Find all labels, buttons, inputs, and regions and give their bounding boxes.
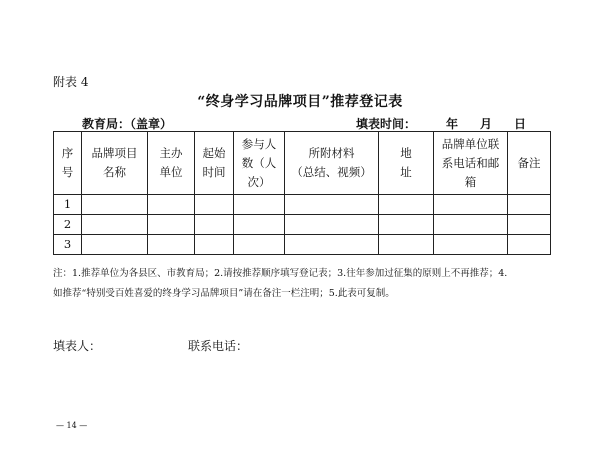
row-number-cell: 1 [54,195,82,215]
education-bureau-label: 教育局：（盖章） [82,117,173,131]
column-header [234,132,285,195]
column-header-line: 名称 [103,165,126,179]
table-cell[interactable] [82,235,148,255]
column-header [379,132,434,195]
column-header [285,132,379,195]
column-header-line: （总结、视频） [291,165,372,179]
page-number: — 14 — [56,421,88,430]
fill-date-month: 月 [480,117,493,131]
table-cell[interactable] [234,215,285,235]
fill-date-day: 日 [514,117,527,131]
column-header-line: 起始 [202,146,226,160]
column-header [54,132,82,195]
registration-table [53,131,551,255]
table-cell[interactable] [379,195,434,215]
table-cell[interactable] [379,215,434,235]
table-row [54,195,551,215]
column-header-line: 址 [400,165,412,179]
column-header [148,132,195,195]
filler-label: 填表人： [53,339,102,353]
table-cell[interactable] [195,235,234,255]
table-cell[interactable] [285,215,379,235]
row-number-cell: 3 [54,235,82,255]
table-cell[interactable] [234,195,285,215]
column-header-line: 系电话和邮 [441,155,500,170]
table-cell[interactable] [508,235,551,255]
table-cell[interactable] [379,235,434,255]
column-header-line: 号 [61,165,74,179]
table-cell[interactable] [434,235,508,255]
table-cell[interactable] [285,235,379,255]
table-cell[interactable] [508,195,551,215]
table-cell[interactable] [234,235,285,255]
table-row [54,235,551,255]
column-header-line: 备注 [517,155,541,170]
table-cell[interactable] [195,215,234,235]
column-header-line: 地 [400,146,412,160]
column-header [82,132,148,195]
column-header-line: 箱 [464,174,477,189]
column-header-line: 品牌项目 [91,146,138,160]
phone-label: 联系电话： [188,339,249,353]
table-cell[interactable] [434,195,508,215]
column-header [434,132,508,195]
form-title: “终身学习品牌项目”推荐登记表 [197,94,403,110]
table-header-row [54,132,551,195]
table-cell[interactable] [195,195,234,215]
fill-date-year: 年 [446,117,459,131]
column-header-line: 次） [247,174,271,189]
table-cell[interactable] [82,215,148,235]
table-notes [53,264,553,304]
fill-date [356,115,526,132]
column-header [195,132,234,195]
column-header-line: 品牌单位联 [441,136,500,151]
column-header-line: 参与人 [241,136,277,151]
table-row [54,215,551,235]
note-line: 注：1.推荐单位为各县区、市教育局；2.请按推荐顺序填写登记表；3.往年参加过征集的原则上不再推荐；4. [53,268,508,279]
column-header-line: 所附材料 [308,146,355,160]
column-header [508,132,551,195]
row-number-cell: 2 [54,215,82,235]
fill-date-label: 填表时间： [356,117,417,131]
table-cell[interactable] [148,195,195,215]
column-header-line: 主办 [159,146,183,160]
table-cell[interactable] [82,195,148,215]
column-header-line: 时间 [202,165,226,179]
table-cell[interactable] [285,195,379,215]
table-cell[interactable] [148,235,195,255]
column-header-line: 数（人 [241,155,277,170]
column-header-line: 单位 [159,165,183,179]
table-cell[interactable] [148,215,195,235]
table-cell[interactable] [508,215,551,235]
table-cell[interactable] [434,215,508,235]
attachment-label: 附表 4 [53,75,89,89]
column-header-line: 序 [61,146,74,160]
note-line: 如推荐“特别受百姓喜爱的终身学习品牌项目”请在备注一栏注明；5.此表可复制。 [53,288,395,299]
